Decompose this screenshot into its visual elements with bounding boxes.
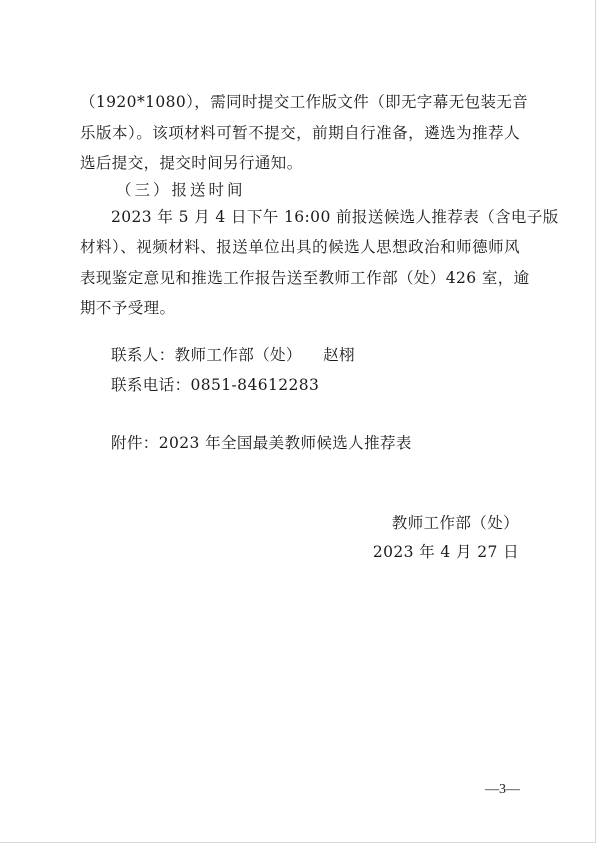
attachment-line: 附件：2023 年全国最美教师候选人推荐表 — [111, 434, 412, 452]
section-heading: （三）报送时间 — [116, 181, 246, 199]
paragraph-2-line-3: 表现鉴定意见和推选工作报告送至教师工作部（处）426 室，逾 — [80, 269, 530, 287]
signature-department: 教师工作部（处） — [391, 514, 519, 532]
paragraph-2-line-1: 2023 年 5 月 4 日下午 16:00 前报送候选人推荐表（含电子版 — [111, 208, 559, 226]
contact-person: 联系人：教师工作部（处） 赵栩 — [111, 346, 355, 364]
page-number: —3— — [485, 782, 520, 797]
paragraph-1-line-1: （1920*1080），需同时提交工作版文件（即无字幕无包装无音 — [80, 93, 529, 111]
paragraph-1-line-3: 选后提交，提交时间另行通知。 — [80, 154, 303, 172]
paragraph-2-line-2: 材料）、视频材料、报送单位出具的候选人思想政治和师德师风 — [80, 238, 520, 256]
paragraph-2-line-4: 期不予受理。 — [80, 299, 176, 317]
contact-phone: 联系电话：0851-84612283 — [111, 376, 320, 394]
signature-date: 2023 年 4 月 27 日 — [372, 543, 519, 561]
paragraph-1-line-2: 乐版本）。该项材料可暂不提交，前期自行准备，遴选为推荐人 — [80, 124, 520, 142]
